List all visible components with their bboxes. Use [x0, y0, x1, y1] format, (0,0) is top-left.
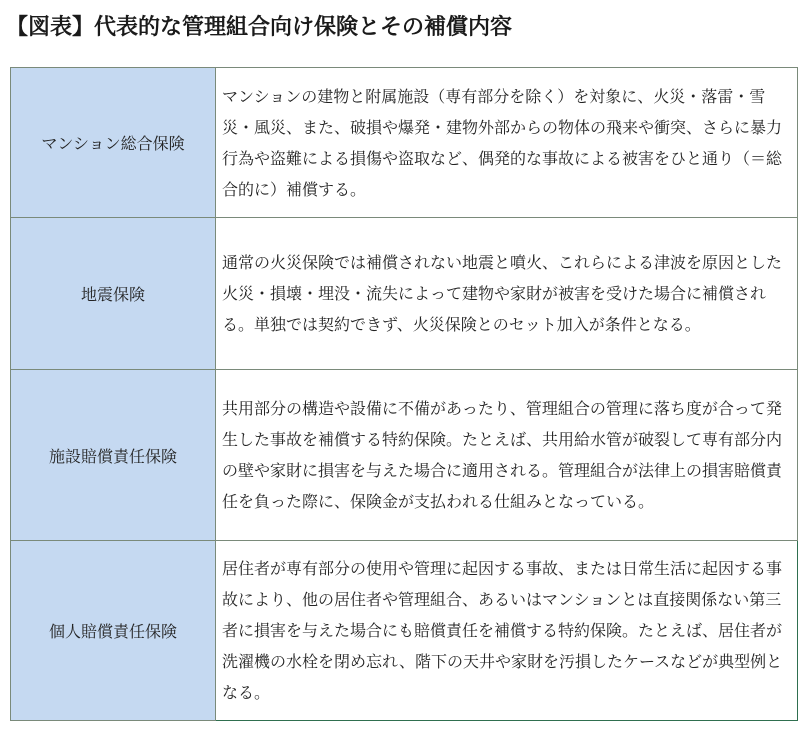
table-row	[11, 541, 798, 721]
insurance-name: マンション総合保険	[11, 68, 216, 218]
insurance-name: 施設賠償責任保険	[11, 370, 216, 541]
table-row	[11, 68, 798, 218]
page-title: 【図表】代表的な管理組合向け保険とその補償内容	[6, 15, 513, 40]
insurance-name: 地震保険	[11, 218, 216, 370]
insurance-description: 共用部分の構造や設備に不備があったり、管理組合の管理に落ち度が合って発生した事故を補償する特約保険。たとえば、共用給水管が破裂して専有部分内の壁や家財に損害を与えた場合に適用される。管理組合が法律上の損害賠償責任を負った際に、保険金が支払われる仕組みとなっている。	[216, 370, 798, 541]
table-row	[11, 370, 798, 541]
insurance-description: マンションの建物と附属施設（専有部分を除く）を対象に、火災・落雷・雪災・風災、また、破損や爆発・建物外部からの物体の飛来や衝突、さらに暴力行為や盗難による損傷や盗取など、偶発的な事故による被害をひと通り（＝総合的に）補償する。	[216, 68, 798, 218]
insurance-name: 個人賠償責任保険	[11, 541, 216, 721]
insurance-description: 通常の火災保険では補償されない地震と噴火、これらによる津波を原因とした火災・損壊・埋没・流失によって建物や家財が被害を受けた場合に補償される。単独では契約できず、火災保険とのセット加入が条件となる。	[216, 218, 798, 370]
table-row	[11, 218, 798, 370]
insurance-description: 居住者が専有部分の使用や管理に起因する事故、または日常生活に起因する事故により、他の居住者や管理組合、あるいはマンションとは直接関係ない第三者に損害を与えた場合にも賠償責任を補償する特約保険。たとえば、居住者が洗濯機の水栓を閉め忘れ、階下の天井や家財を汚損したケースなどが典型例となる。	[216, 541, 798, 721]
insurance-table	[10, 67, 798, 721]
